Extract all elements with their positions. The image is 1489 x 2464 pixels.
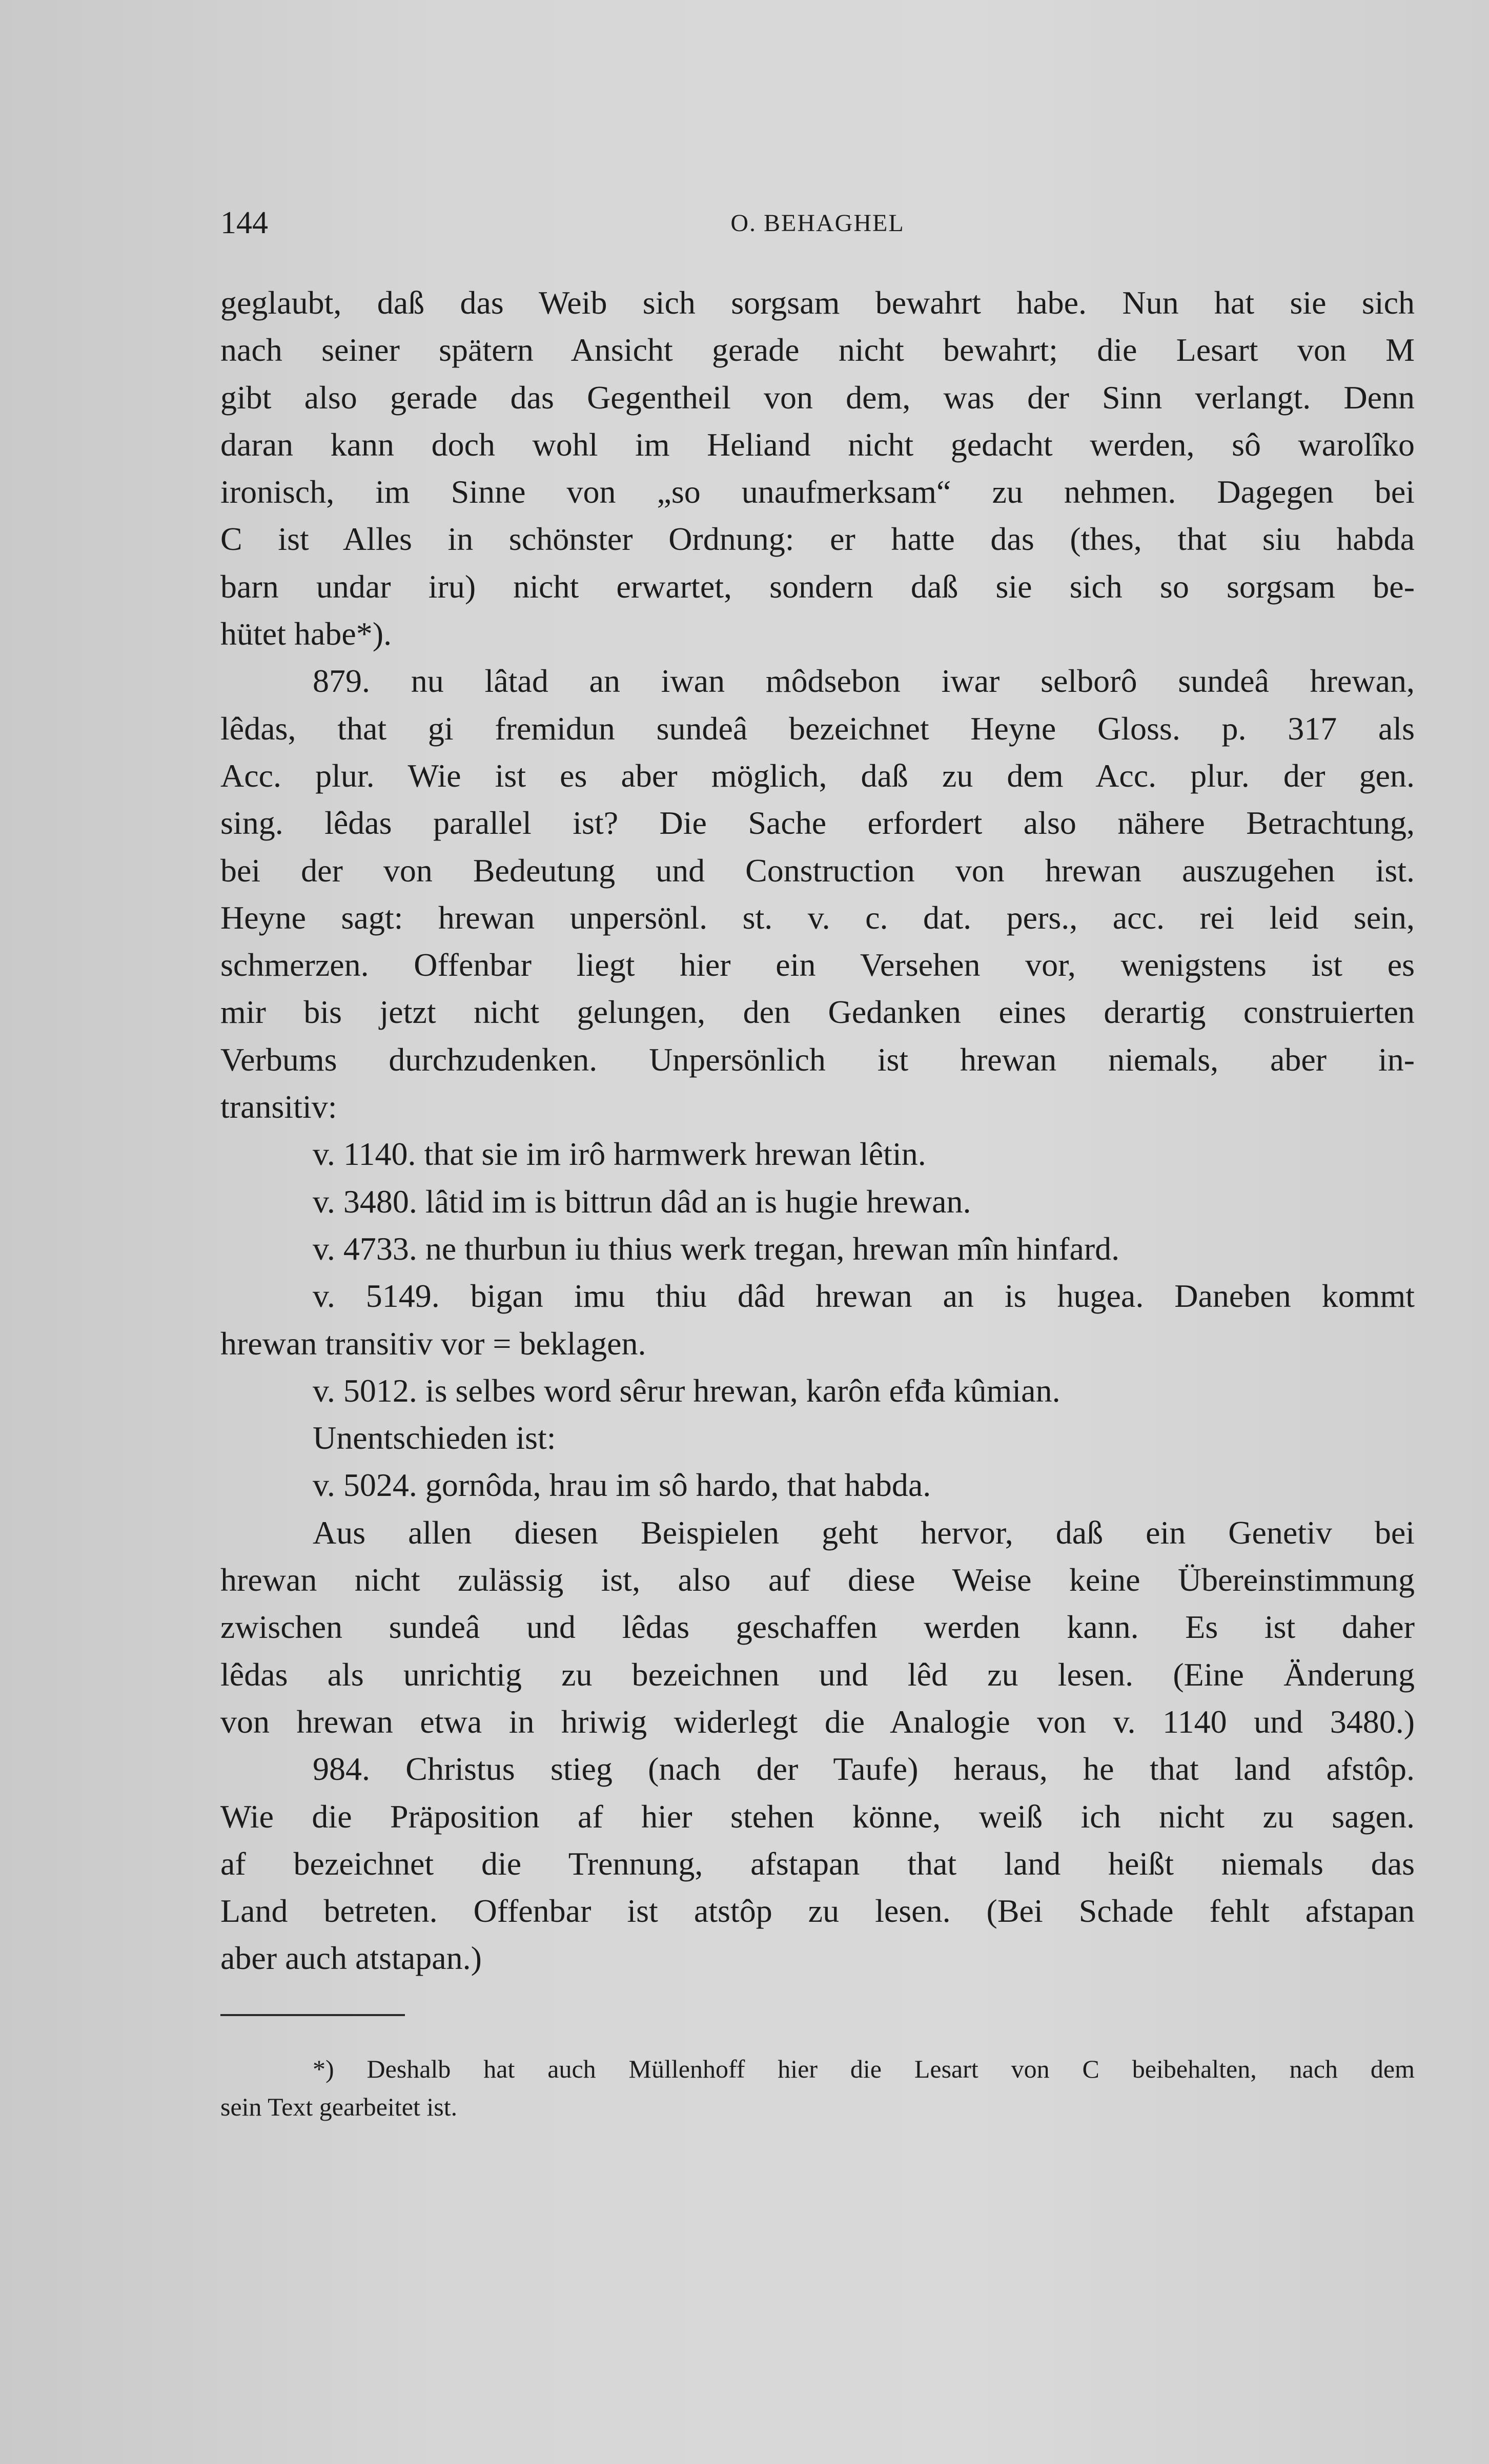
text-line: nach seiner spätern Ansicht gerade nicht bewahrt; die Lesart von M [220, 332, 1415, 368]
verse-line: v. 4733. ne thurbun iu thius werk tregan, hrewan mîn hinfard. [313, 1230, 1120, 1267]
verse-line: v. 5012. is selbes word sêrur hrewan, karôn efđa kûmian. [313, 1372, 1060, 1409]
text-line: hrewan nicht zulässig ist, also auf diese Weise keine Übereinstimmung [220, 1562, 1415, 1598]
text-line: lêdas als unrichtig zu bezeichnen und lêd zu lesen. (Eine Änderung [220, 1656, 1415, 1693]
text-line: hütet habe*). [220, 615, 392, 652]
text-line: transitiv: [220, 1089, 337, 1125]
text-line: Heyne sagt: hrewan unpersönl. st. v. c. dat. pers., acc. rei leid sein, [220, 899, 1415, 936]
text-line: Land betreten. Offenbar ist atstôp zu lesen. (Bei Schade fehlt afstapan [220, 1893, 1415, 1929]
text-line: hrewan transitiv vor = beklagen. [220, 1325, 646, 1362]
text-line: Verbums durchzudenken. Unpersönlich ist hrewan niemals, aber in- [220, 1041, 1415, 1078]
text-line: daran kann doch wohl im Heliand nicht gedacht werden, sô warolîko [220, 426, 1415, 463]
text-line: bei der von Bedeutung und Construction von hrewan auszugehen ist. [220, 852, 1415, 889]
verse-line: Unentschieden ist: [313, 1420, 556, 1456]
text-line: barn undar iru) nicht erwartet, sondern daß sie sich so sorgsam be- [220, 568, 1415, 605]
text-line: gibt also gerade das Gegentheil von dem, was der Sinn verlangt. Denn [220, 379, 1415, 416]
text-line: von hrewan etwa in hriwig widerlegt die Analogie von v. 1140 und 3480.) [220, 1703, 1415, 1740]
text-line: zwischen sundeâ und lêdas geschaffen werden kann. Es ist daher [220, 1609, 1415, 1646]
running-head: O. BEHAGHEL [730, 210, 905, 237]
text-line: mir bis jetzt nicht gelungen, den Gedanken eines derartig construierten [220, 994, 1415, 1031]
body-text [220, 279, 1415, 1982]
text-line: Aus allen diesen Beispielen geht hervor, daß ein Genetiv bei [313, 1514, 1415, 1551]
footnote-line: sein Text gearbeitet ist. [220, 2092, 458, 2121]
verse-line: v. 1140. that sie im irô harmwerk hrewan lêtin. [313, 1136, 926, 1173]
footnote-divider [220, 2014, 405, 2016]
footnote [220, 2050, 1415, 2126]
text-line: 879. nu lâtad an iwan môdsebon iwar selborô sundeâ hrewan, [313, 663, 1415, 700]
text-line: C ist Alles in schönster Ordnung: er hatte das (thes, that siu habda [220, 521, 1415, 558]
text-line: sing. lêdas parallel ist? Die Sache erfordert also nähere Betrachtung, [220, 805, 1415, 841]
text-line: af bezeichnet die Trennung, afstapan that land heißt niemals das [220, 1845, 1415, 1882]
text-line: lêdas, that gi fremidun sundeâ bezeichnet Heyne Gloss. p. 317 als [220, 710, 1415, 747]
page-header [220, 205, 1415, 256]
text-line: 984. Christus stieg (nach der Taufe) heraus, he that land afstôp. [313, 1751, 1415, 1788]
page-number: 144 [220, 206, 268, 240]
text-line: Acc. plur. Wie ist es aber möglich, daß zu dem Acc. plur. der gen. [220, 757, 1415, 794]
verse-line: v. 3480. lâtid im is bittrun dâd an is hugie hrewan. [313, 1183, 971, 1220]
footnote-line: *) Deshalb hat auch Müllenhoff hier die Lesart von C beibehalten, nach dem [313, 2055, 1415, 2083]
verse-line: v. 5024. gornôda, hrau im sô hardo, that habda. [313, 1467, 931, 1504]
text-line: ironisch, im Sinne von „so unaufmerksam“ zu nehmen. Dagegen bei [220, 474, 1415, 510]
text-line: aber auch atstapan.) [220, 1940, 482, 1977]
text-line: schmerzen. Offenbar liegt hier ein Versehen vor, wenigstens ist es [220, 947, 1415, 983]
verse-line: v. 5149. bigan imu thiu dâd hrewan an is hugea. Daneben kommt [313, 1278, 1415, 1315]
text-line: geglaubt, daß das Weib sich sorgsam bewahrt habe. Nun hat sie sich [220, 284, 1415, 321]
text-line: Wie die Präposition af hier stehen könne, weiß ich nicht zu sagen. [220, 1798, 1415, 1835]
